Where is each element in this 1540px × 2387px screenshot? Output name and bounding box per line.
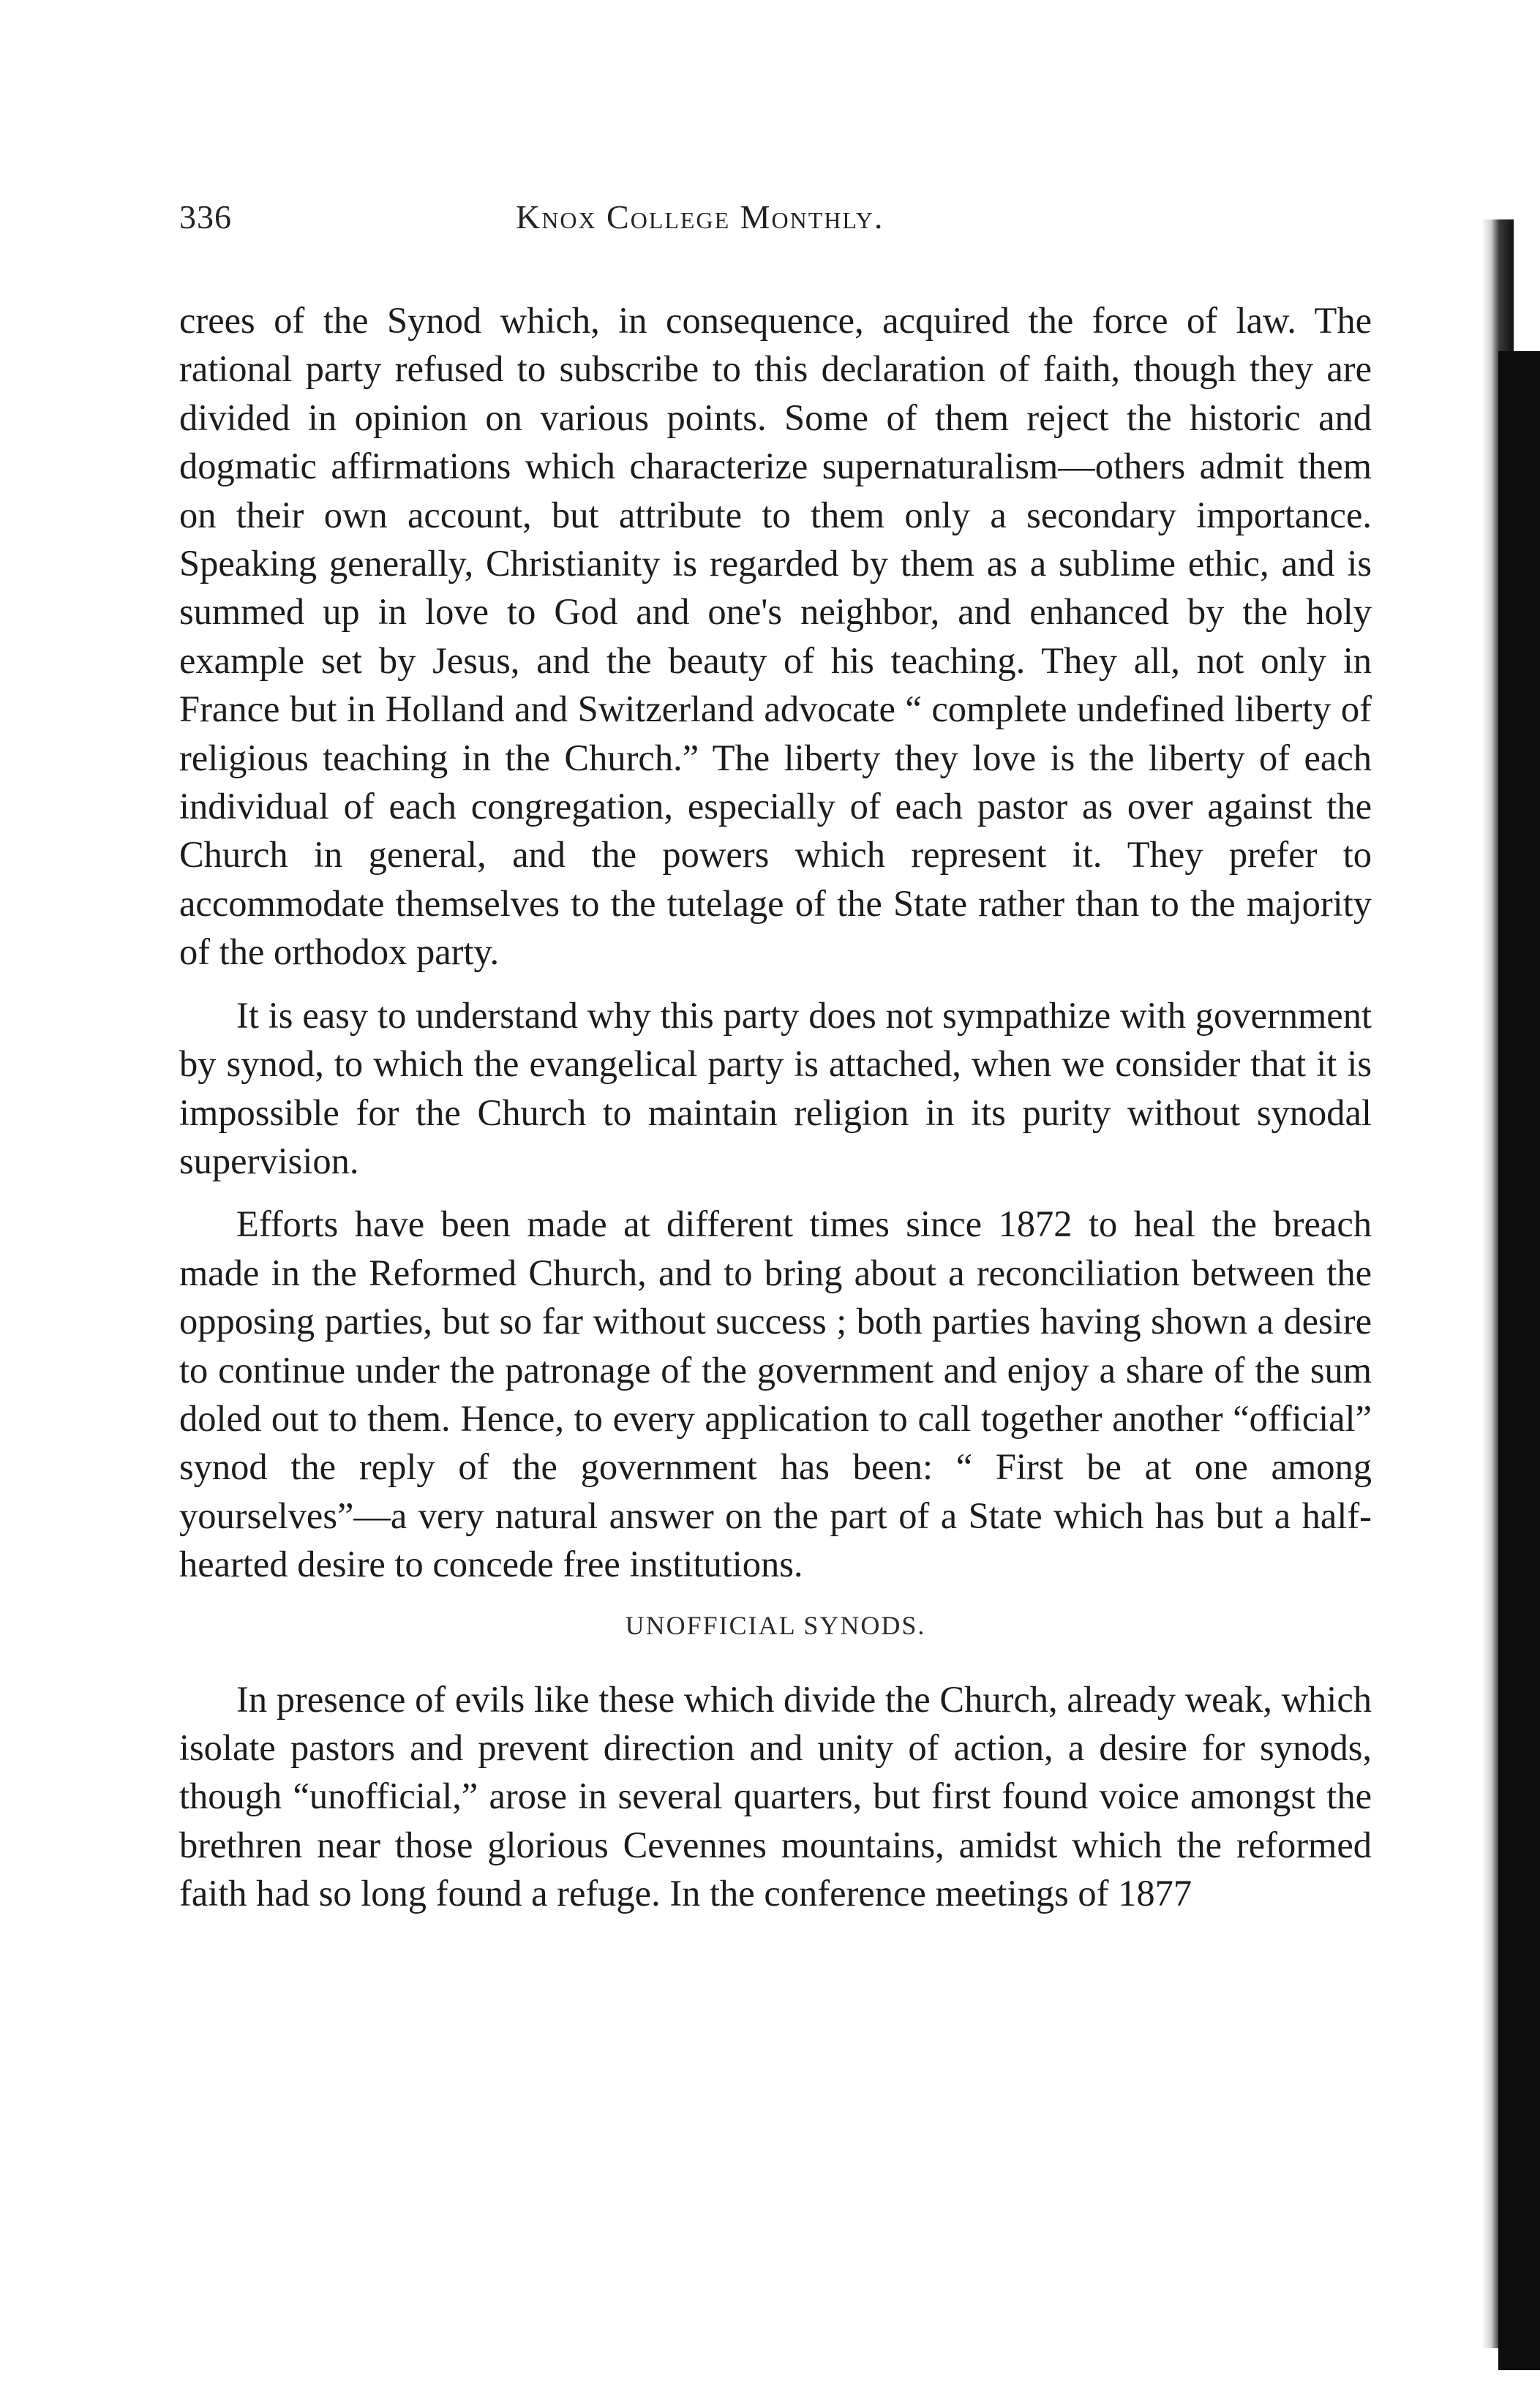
- paragraph-continued: crees of the Synod which, in consequence, acquired the force of law. The rational party refused to subscribe to this declaration of faith, though they are divided in opinion on various points. Some of them reject the historic and dogmatic affirmations which characterize supernaturalism—others admit them on their own account, but attribute to them only a secondary importance. Speaking generally, Christianity is regarded by them as a sublime ethic, and is summed up in love to God and one's neighbor, and enhanced by the holy example set by Jesus, and the beauty of his teaching. They all, not only in France but in Holland and Switzerland advocate “ complete undefined liberty of religious teaching in the Church.” The liberty they love is the liberty of each individual of each congregation, especially of each pastor as over against the Church in general, and the powers which represent it. They prefer to accommodate themselves to the tutelage of the State rather than to the majority of the orthodox party.: [179, 300, 1372, 973]
- paragraph-synod-sympathy: It is easy to understand why this party does not sympathize with government by synod, to which the evangelical party is attached, when we consider that it is impossible for the Church to maintain religion in its purity without synodal supervision.: [179, 994, 1372, 1181]
- page-number: 336: [179, 198, 232, 236]
- paragraph-unofficial-synods: In presence of evils like these which divide the Church, already weak, which isolate pastors and prevent direction and unity of action, a desire for synods, though “unofficial,” arose in several quarters, but first found voice amongst the brethren near those glorious Cevennes mountains, amidst which the reformed faith had so long found a refuge. In the conference meetings of 1877: [179, 1678, 1372, 1914]
- article-body: [179, 296, 1372, 1933]
- section-heading: UNOFFICIAL SYNODS.: [625, 1610, 926, 1640]
- scan-edge-dark-border: [1498, 351, 1540, 2370]
- journal-title: Knox College Monthly.: [516, 198, 884, 236]
- paragraph-reconciliation-efforts: Efforts have been made at different times since 1872 to heal the breach made in the Reformed Church, and to bring about a reconciliation between the opposing parties, but so far without success ; both parties having shown a desire to continue under the patronage of the government and enjoy a share of the sum doled out to them. Hence, to every application to call together another “official” synod the reply of the government has been: “ First be at one among yourselves”—a very natural answer on the part of a State which has but a half-hearted desire to concede free institutions.: [179, 1203, 1372, 1585]
- running-head: [179, 198, 1372, 249]
